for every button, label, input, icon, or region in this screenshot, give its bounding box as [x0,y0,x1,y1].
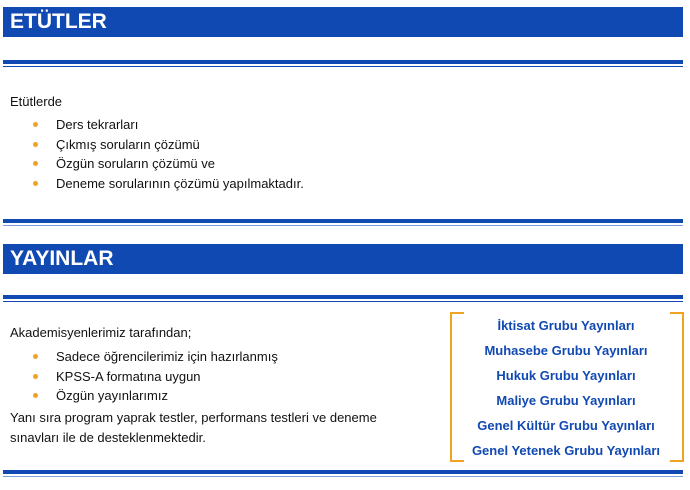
publications-list [456,313,676,463]
publication-item: İktisat Grubu Yayınları [497,318,635,333]
list-item-text: KPSS-A formatına uygun [56,368,201,384]
bullet-icon [33,161,38,166]
list-item [33,367,278,387]
publication-item: Maliye Grubu Yayınları [496,393,636,408]
publication-item: Muhasebe Grubu Yayınları [484,343,648,358]
publication-item: Genel Yetenek Grubu Yayınları [471,443,661,458]
yayinlar-intro: Akademisyenlerimiz tarafından; [10,325,192,340]
etutler-header: ETÜTLER [3,7,683,37]
yayinlar-bottom-divider [3,470,683,477]
list-item [33,386,278,406]
list-item-text: Özgün soruların çözümü ve [56,156,215,171]
list-item-text: Sadece öğrencilerimiz için hazırlanmış [56,349,278,364]
bullet-icon [33,374,38,379]
paragraph-line: sınavları ile de desteklenmektedir. [10,429,206,445]
list-item-text: Ders tekrarları [56,117,139,132]
list-item [33,135,304,155]
bullet-icon [33,354,38,359]
list-item [33,174,304,194]
list-item-text: Deneme sorularının çözümü yapılmaktadır. [56,175,304,191]
paragraph-line: Yanı sıra program yaprak testler, performans testleri ve deneme [10,410,377,425]
list-item [33,347,278,367]
yayinlar-top-divider [3,295,683,302]
publication-item: Hukuk Grubu Yayınları [496,368,636,383]
bullet-icon [33,142,38,147]
list-item [33,154,304,174]
yayinlar-paragraph [10,408,430,447]
bullet-icon [33,181,38,186]
etutler-bottom-divider [3,219,683,226]
list-item [33,115,304,135]
bullet-icon [33,122,38,127]
list-item-text: Özgün yayınlarımız [56,388,168,403]
etutler-intro: Etütlerde [10,94,63,109]
list-item-text: Çıkmış soruların çözümü [56,136,200,152]
yayinlar-list [33,347,278,406]
etutler-top-divider [3,60,683,67]
bullet-icon [33,393,38,398]
etutler-list [33,115,304,193]
publication-item: Genel Kültür Grubu Yayınları [477,418,655,433]
yayinlar-header: YAYINLAR [3,244,683,274]
